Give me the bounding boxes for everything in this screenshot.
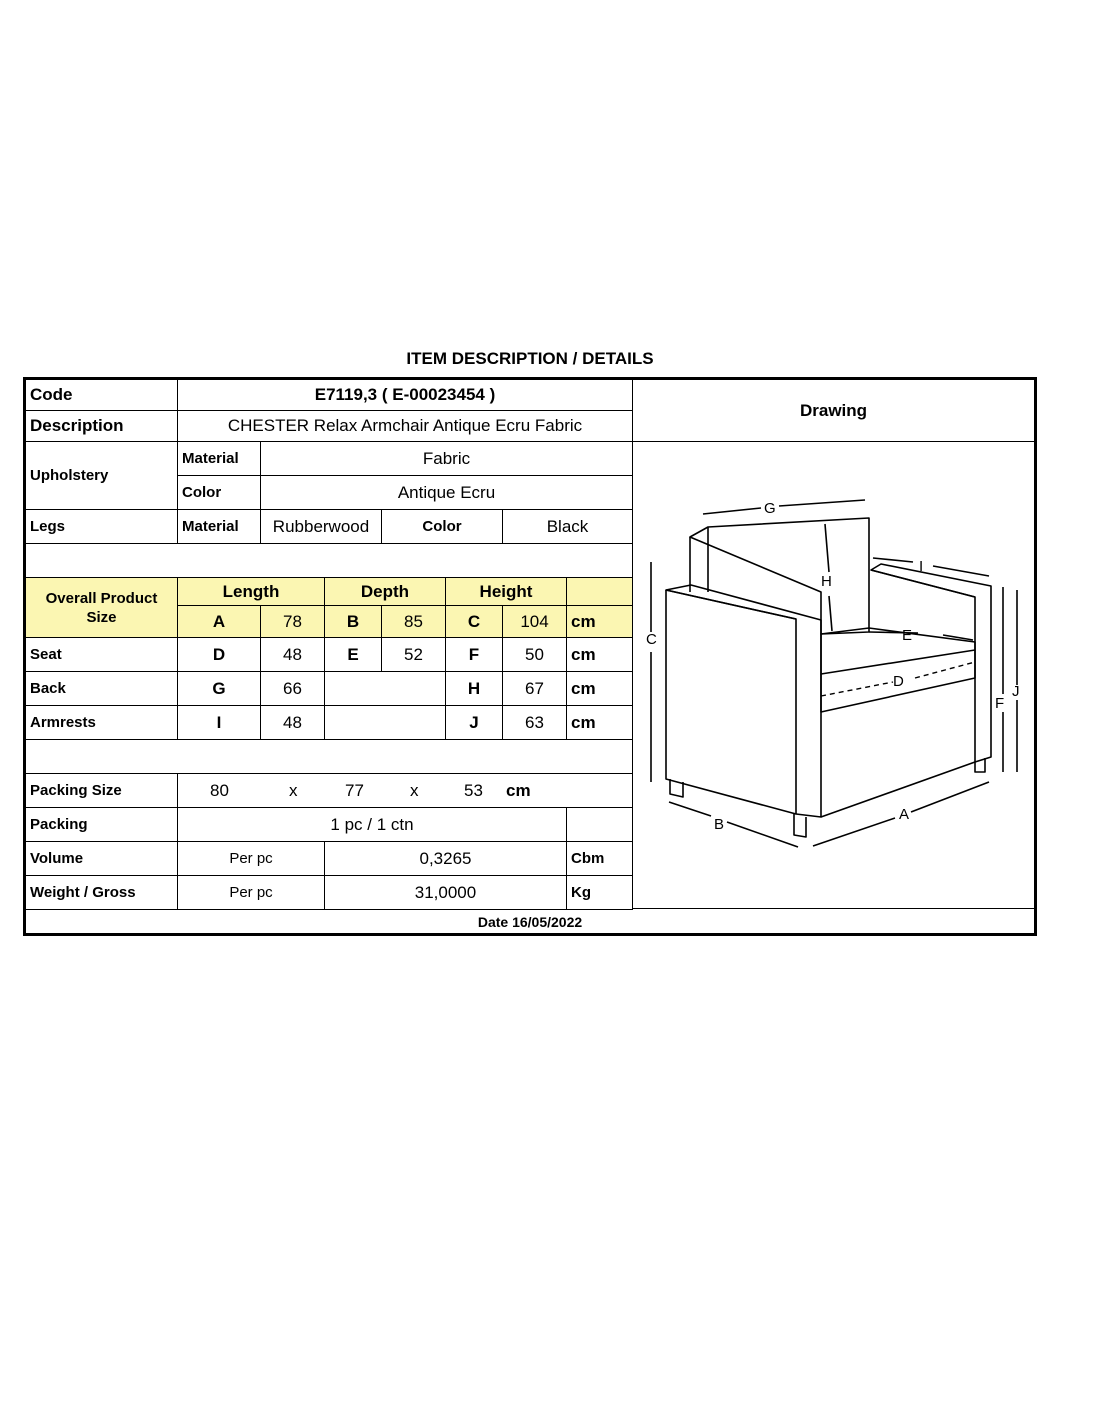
- dim-f-value: 50: [503, 638, 567, 672]
- dim-g-value: 66: [261, 672, 325, 706]
- packing-unit: cm: [506, 781, 531, 800]
- description-value: CHESTER Relax Armchair Antique Ecru Fabric: [178, 411, 633, 442]
- dim-label-c: C: [646, 631, 657, 648]
- dim-a-value: 78: [261, 606, 325, 638]
- packing-label: Packing: [26, 808, 178, 842]
- upholstery-color-value: Antique Ecru: [261, 476, 633, 510]
- packing-value: 1 pc / 1 ctn: [178, 808, 567, 842]
- dim-c-value: 104: [503, 606, 567, 638]
- back-empty-cell: [325, 672, 446, 706]
- code-value: E7119,3 ( E-00023454 ): [178, 380, 633, 411]
- dim-label-f: F: [995, 695, 1005, 712]
- dim-i-value: 48: [261, 706, 325, 740]
- dim-d-value: 48: [261, 638, 325, 672]
- dim-label-j: J: [1012, 683, 1020, 700]
- dim-j-letter: J: [446, 706, 503, 740]
- dim-label-b: B: [714, 816, 725, 833]
- dim-label-h: H: [821, 573, 832, 590]
- overall-size-line2: Size: [86, 608, 117, 626]
- armrests-label: Armrests: [26, 706, 178, 740]
- packing-unit-empty: [567, 808, 633, 842]
- seat-label: Seat: [26, 638, 178, 672]
- upholstery-material-value: Fabric: [261, 442, 633, 476]
- volume-unit: Cbm: [567, 842, 633, 876]
- dim-i-letter: I: [178, 706, 261, 740]
- packing-height: 53: [464, 781, 483, 800]
- dim-label-g: G: [764, 500, 776, 517]
- dim-label-d: D: [893, 673, 904, 690]
- back-unit: cm: [567, 672, 633, 706]
- spacer-row: [26, 544, 633, 578]
- spacer-row-2: [26, 740, 633, 774]
- packing-size-cell: [178, 774, 633, 808]
- dim-b-letter: B: [325, 606, 382, 638]
- details-table: [23, 377, 1037, 936]
- volume-value: 0,3265: [325, 842, 567, 876]
- unit-header-empty: [567, 578, 633, 606]
- dim-f-letter: F: [446, 638, 503, 672]
- upholstery-label: Upholstery: [26, 442, 178, 510]
- dim-e-letter: E: [325, 638, 382, 672]
- upholstery-material-label: Material: [178, 442, 261, 476]
- dim-j-value: 63: [503, 706, 567, 740]
- height-header: Height: [446, 578, 567, 606]
- legs-material-label: Material: [178, 510, 261, 544]
- overall-unit: cm: [567, 606, 633, 638]
- dim-d-letter: D: [178, 638, 261, 672]
- dim-g-letter: G: [178, 672, 261, 706]
- date-footer: Date 16/05/2022: [477, 913, 583, 930]
- dim-c-letter: C: [446, 606, 503, 638]
- packing-size-label: Packing Size: [26, 774, 178, 808]
- overall-size-label: [26, 578, 178, 638]
- weight-value: 31,0000: [325, 876, 567, 910]
- volume-label: Volume: [26, 842, 178, 876]
- legs-color-label: Color: [382, 510, 503, 544]
- upholstery-color-label: Color: [178, 476, 261, 510]
- back-label: Back: [26, 672, 178, 706]
- packing-x2: x: [410, 781, 419, 800]
- overall-size-line1: Overall Product: [45, 589, 158, 607]
- seat-unit: cm: [567, 638, 633, 672]
- dim-h-value: 67: [503, 672, 567, 706]
- length-header: Length: [178, 578, 325, 606]
- code-label: Code: [26, 380, 178, 411]
- weight-per: Per pc: [178, 876, 325, 910]
- packing-width: 77: [345, 781, 364, 800]
- legs-color-value: Black: [503, 510, 633, 544]
- dim-a-letter: A: [178, 606, 261, 638]
- legs-label: Legs: [26, 510, 178, 544]
- armrests-empty-cell: [325, 706, 446, 740]
- dim-label-i: I: [919, 558, 924, 575]
- dim-b-value: 85: [382, 606, 446, 638]
- dim-h-letter: H: [446, 672, 503, 706]
- packing-x1: x: [289, 781, 298, 800]
- weight-label: Weight / Gross: [26, 876, 178, 910]
- armchair-drawing: [633, 442, 1034, 908]
- weight-unit: Kg: [567, 876, 633, 910]
- legs-material-value: Rubberwood: [261, 510, 382, 544]
- sheet-title: ITEM DESCRIPTION / DETAILS: [406, 349, 654, 368]
- volume-per: Per pc: [178, 842, 325, 876]
- dim-e-value: 52: [382, 638, 446, 672]
- depth-header: Depth: [325, 578, 446, 606]
- dim-label-a: A: [899, 806, 910, 823]
- armrests-unit: cm: [567, 706, 633, 740]
- drawing-label: Drawing: [633, 380, 1034, 442]
- dim-label-e: E: [902, 627, 913, 644]
- drawing-area: [633, 442, 1034, 909]
- packing-length: 80: [210, 781, 229, 800]
- description-label: Description: [26, 411, 178, 442]
